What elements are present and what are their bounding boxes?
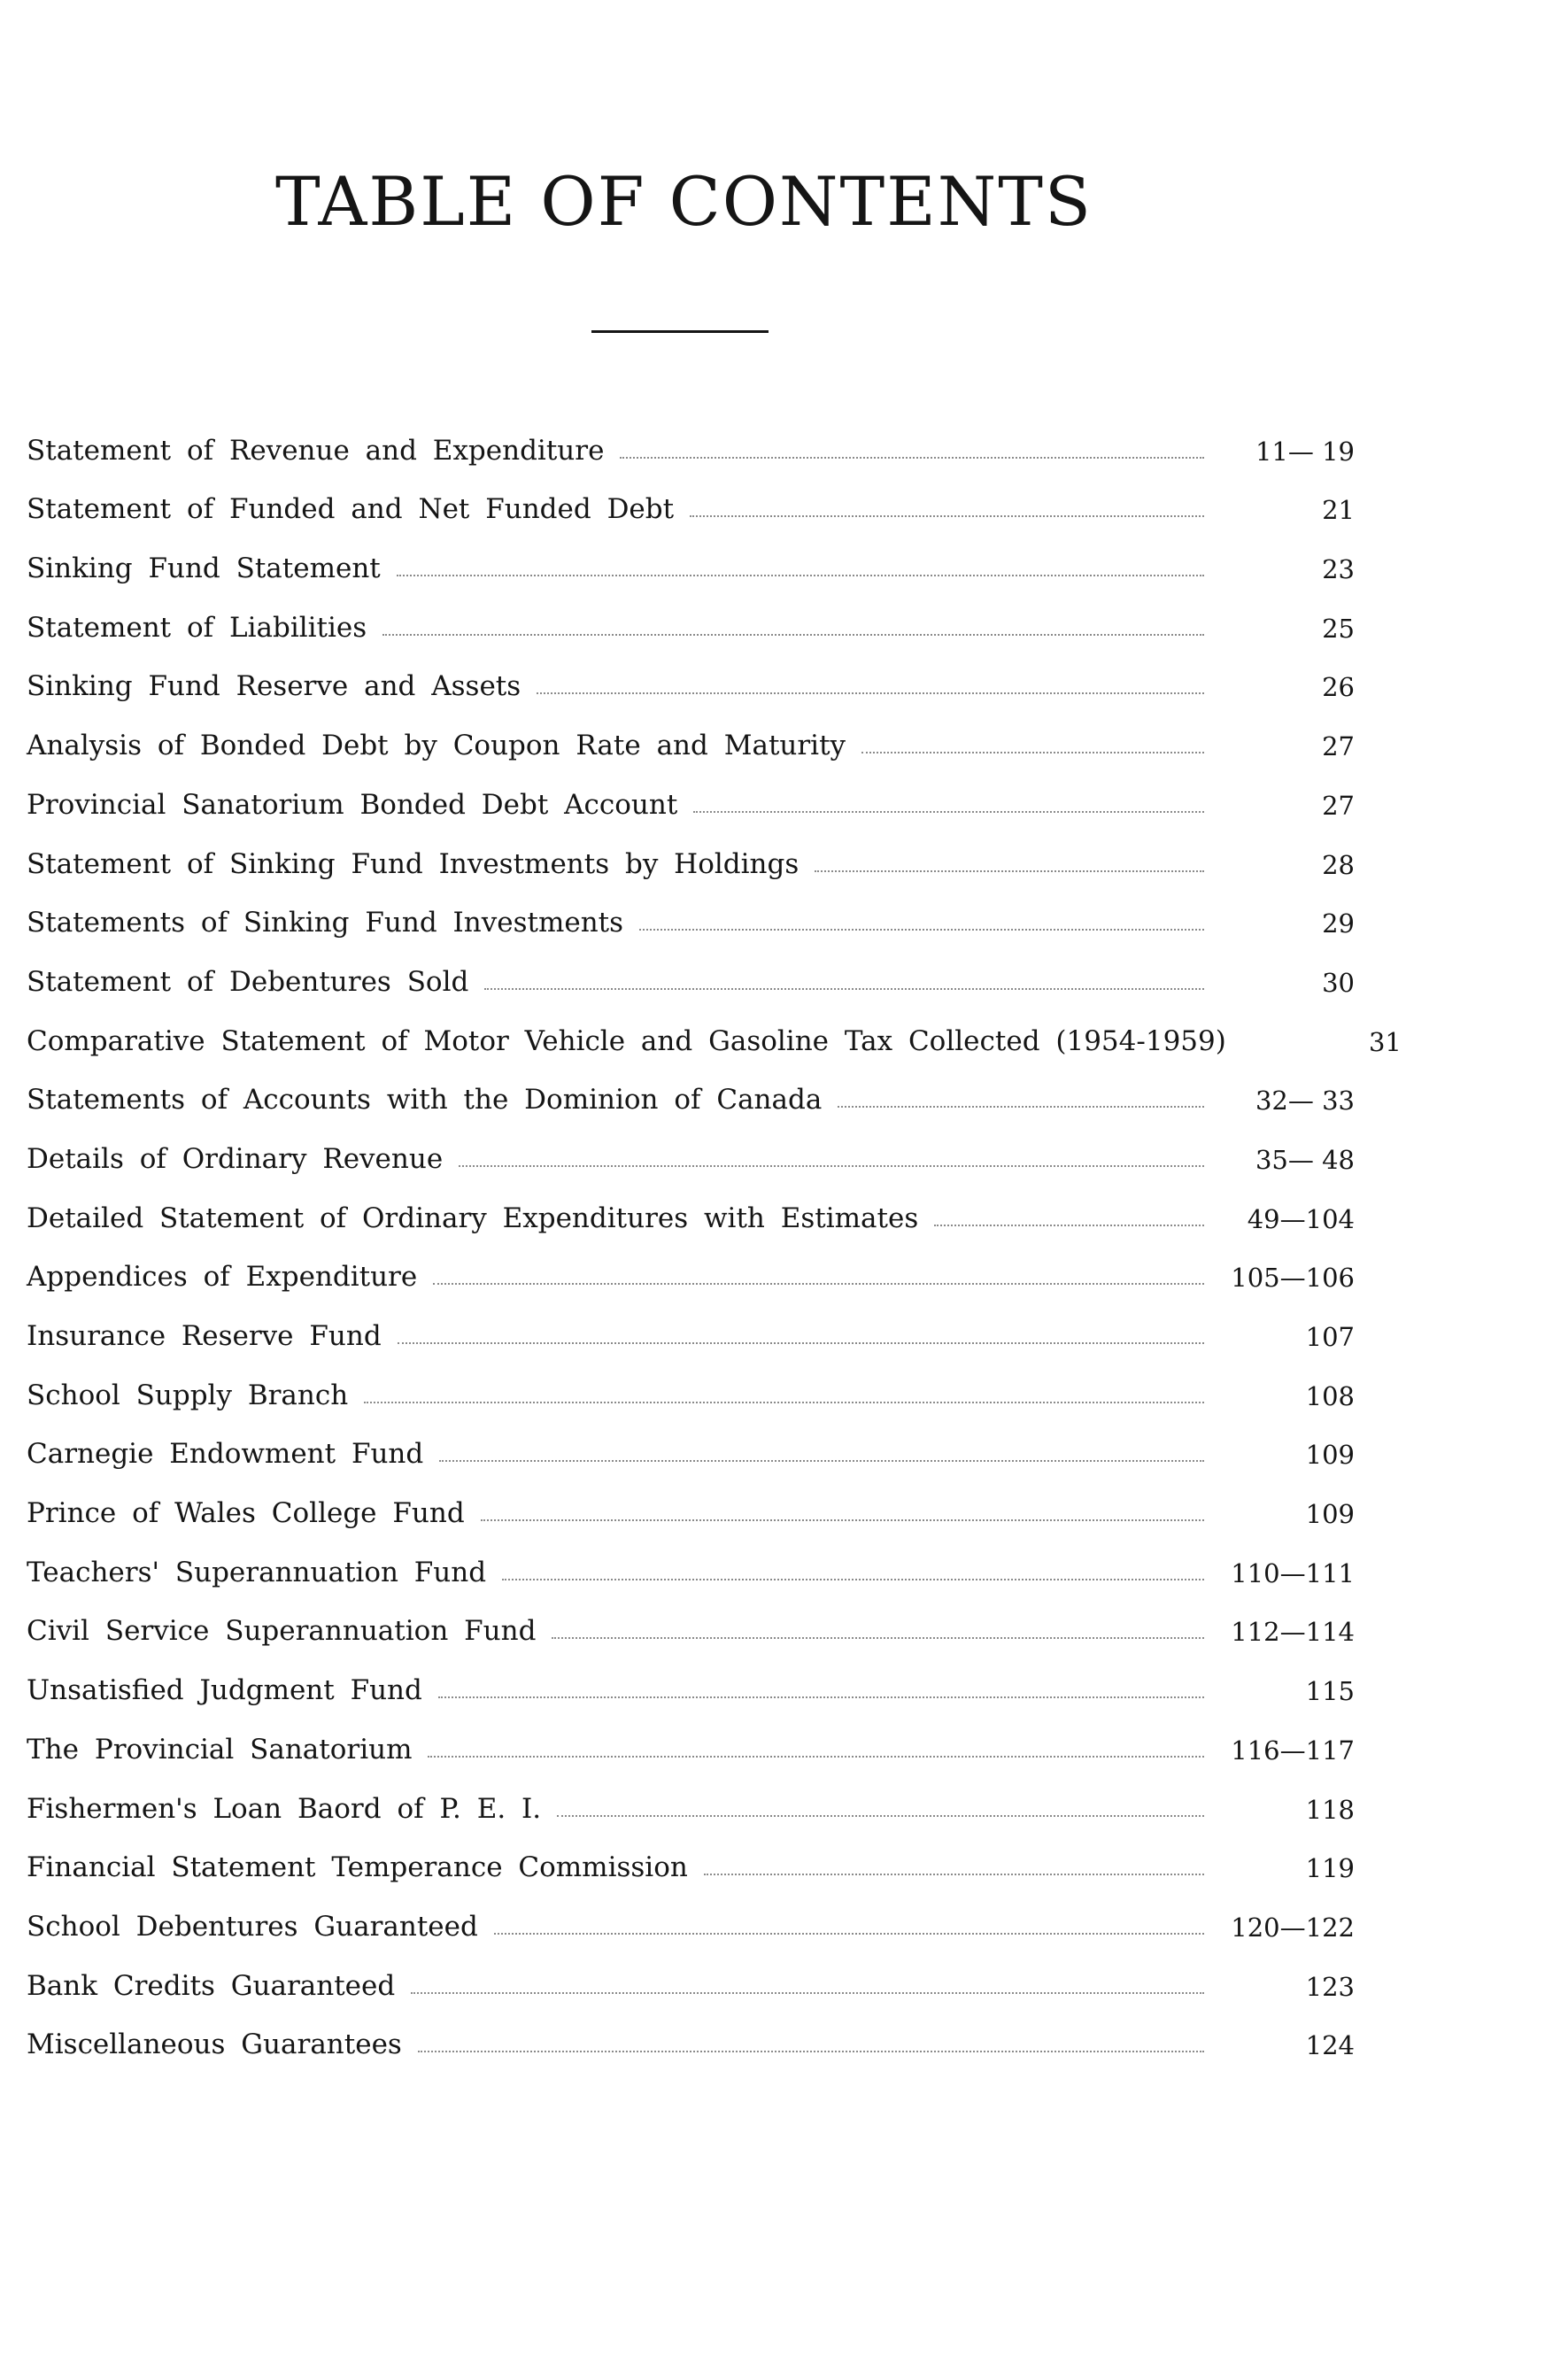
toc-entry	[27, 996, 1402, 1057]
toc-entry-pages: 26	[1322, 672, 1355, 703]
toc-entry	[27, 1882, 1355, 1941]
dot-leader	[433, 1283, 1204, 1285]
table-of-contents	[27, 406, 1402, 2061]
dot-leader	[481, 1519, 1204, 1521]
toc-entry-title: Statement of Revenue and Expenditure	[27, 434, 605, 467]
dot-leader	[620, 457, 1204, 459]
toc-entry-pages: 119	[1305, 1853, 1355, 1884]
toc-entry-title: Teachers' Superannuation Fund	[27, 1556, 487, 1588]
toc-entry	[27, 1941, 1355, 2000]
toc-entry-pages: 118	[1305, 1794, 1355, 1825]
toc-entry	[27, 1645, 1355, 1707]
dot-leader	[552, 1637, 1204, 1639]
toc-entry	[27, 642, 1355, 701]
dot-leader	[704, 1874, 1204, 1875]
toc-entry-title: Fishermen's Loan Baord of P. E. I.	[27, 1792, 542, 1825]
dot-leader	[693, 811, 1204, 813]
toc-entry-pages: 112—114	[1231, 1617, 1355, 1648]
toc-entry-title: Provincial Sanatorium Bonded Debt Account	[27, 788, 678, 821]
toc-entry-pages: 30	[1322, 967, 1355, 998]
toc-entry	[27, 878, 1355, 938]
toc-entry-pages: 11— 19	[1255, 436, 1355, 467]
toc-entry-pages: 23	[1322, 554, 1355, 585]
toc-entry-title: Analysis of Bonded Debt by Coupon Rate and Maturity	[27, 730, 846, 762]
toc-entry-title: Civil Service Superannuation Fund	[27, 1615, 537, 1648]
toc-entry-title: Financial Statement Temperance Commission	[27, 1851, 688, 1884]
toc-entry-pages: 124	[1305, 2030, 1355, 2061]
dot-leader	[397, 575, 1204, 576]
toc-entry-pages: 28	[1322, 849, 1355, 880]
toc-entry-title: School Debentures Guaranteed	[27, 1910, 478, 1943]
toc-entry-title: Bank Credits Guaranteed	[27, 1969, 396, 2002]
toc-entry-title: Carnegie Endowment Fund	[27, 1438, 424, 1471]
toc-entry-title: Detailed Statement of Ordinary Expenditures with Estimates	[27, 1202, 919, 1234]
toc-entry-title: Statements of Sinking Fund Investments	[27, 907, 624, 939]
title-underline	[591, 330, 769, 333]
toc-entry-title: School Supply Branch	[27, 1379, 349, 1411]
dot-leader	[398, 1342, 1204, 1344]
toc-entry	[27, 1410, 1355, 1469]
dot-leader	[364, 1402, 1204, 1403]
toc-entry-title: Statement of Liabilities	[27, 611, 367, 644]
toc-entry-pages: 115	[1305, 1676, 1355, 1707]
dot-leader	[439, 1460, 1204, 1462]
toc-entry-title: Miscellaneous Guarantees	[27, 2028, 402, 2061]
toc-entry-pages: 110—111	[1231, 1557, 1355, 1588]
toc-entry	[27, 1173, 1355, 1232]
toc-entry-pages: 31	[1368, 1026, 1402, 1057]
toc-entry	[27, 406, 1355, 465]
toc-entry-title: Statement of Debentures Sold	[27, 965, 469, 998]
toc-entry	[27, 1350, 1355, 1410]
toc-entry	[27, 1114, 1355, 1173]
toc-entry-pages: 21	[1322, 495, 1355, 526]
dot-leader	[639, 929, 1204, 931]
dot-leader	[934, 1225, 1204, 1226]
toc-entry-pages: 105—106	[1231, 1263, 1355, 1294]
toc-entry-pages: 116—117	[1231, 1735, 1355, 1766]
dot-leader	[484, 988, 1204, 990]
toc-entry	[27, 1468, 1355, 1530]
toc-entry-title: Unsatisfied Judgment Fund	[27, 1674, 422, 1707]
toc-entry	[27, 583, 1355, 642]
dot-leader	[428, 1756, 1204, 1758]
toc-entry	[27, 1291, 1355, 1350]
dot-leader	[382, 634, 1204, 636]
dot-leader	[411, 1992, 1204, 1994]
toc-entry	[27, 1587, 1355, 1646]
toc-entry	[27, 937, 1355, 996]
toc-entry	[27, 1232, 1355, 1292]
dot-leader	[494, 1933, 1204, 1935]
toc-entry-pages: 107	[1305, 1322, 1355, 1352]
toc-entry	[27, 1055, 1355, 1115]
dot-leader	[438, 1696, 1204, 1698]
toc-entry-pages: 109	[1305, 1499, 1355, 1530]
toc-entry-title: Comparative Statement of Motor Vehicle and Gasoline Tax Collected (1954-1959)	[27, 1024, 1226, 1057]
dot-leader	[459, 1165, 1204, 1167]
toc-entry-pages: 25	[1322, 613, 1355, 644]
toc-entry-title: Statements of Accounts with the Dominion of Canada	[27, 1084, 823, 1117]
toc-entry	[27, 1704, 1355, 1764]
toc-entry-title: Appendices of Expenditure	[27, 1261, 418, 1294]
toc-entry-title: Statement of Sinking Fund Investments by Holdings	[27, 847, 800, 880]
toc-entry	[27, 1764, 1355, 1823]
toc-entry	[27, 700, 1355, 760]
toc-entry	[27, 2000, 1355, 2059]
dot-leader	[557, 1815, 1204, 1817]
toc-entry-title: Sinking Fund Reserve and Assets	[27, 670, 521, 703]
dot-leader	[418, 2051, 1204, 2052]
toc-entry-pages: 109	[1305, 1440, 1355, 1471]
toc-entry-pages: 27	[1322, 731, 1355, 762]
toc-entry-pages: 49—104	[1247, 1203, 1355, 1234]
dot-leader	[502, 1579, 1204, 1580]
toc-entry	[27, 819, 1355, 878]
toc-entry-pages: 123	[1305, 1971, 1355, 2002]
dot-leader	[861, 752, 1204, 753]
toc-entry-pages: 32— 33	[1255, 1086, 1355, 1117]
dot-leader	[690, 515, 1204, 517]
toc-entry-title: Sinking Fund Statement	[27, 552, 381, 585]
dot-leader	[838, 1106, 1204, 1108]
toc-entry-pages: 27	[1322, 790, 1355, 821]
toc-entry	[27, 465, 1355, 524]
page-title: TABLE OF CONTENTS	[275, 162, 1093, 241]
toc-entry-pages: 29	[1322, 908, 1355, 939]
toc-entry-title: Statement of Funded and Net Funded Debt	[27, 493, 675, 526]
toc-entry-title: Insurance Reserve Fund	[27, 1320, 382, 1352]
dot-leader	[815, 870, 1204, 872]
toc-entry-title: Details of Ordinary Revenue	[27, 1142, 444, 1175]
toc-entry-pages: 35— 48	[1255, 1144, 1355, 1175]
toc-entry-pages: 120—122	[1231, 1912, 1355, 1943]
toc-entry-pages: 108	[1305, 1380, 1355, 1411]
toc-entry	[27, 523, 1355, 583]
toc-entry-title: Prince of Wales College Fund	[27, 1497, 465, 1530]
toc-entry	[27, 1823, 1355, 1882]
toc-entry	[27, 1527, 1355, 1587]
toc-entry	[27, 760, 1355, 819]
toc-entry-title: The Provincial Sanatorium	[27, 1733, 413, 1766]
dot-leader	[537, 692, 1204, 694]
